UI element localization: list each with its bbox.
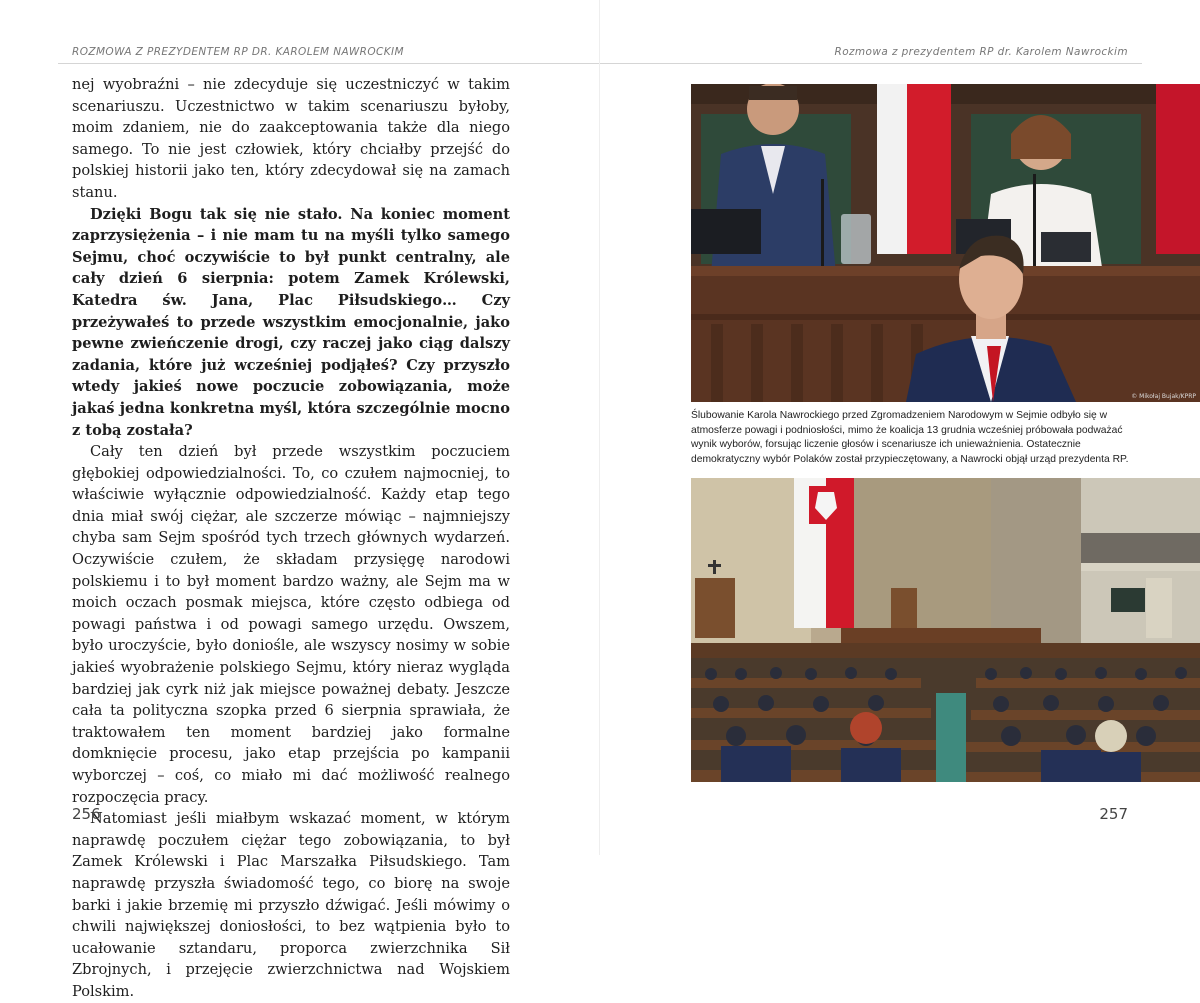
body-text	[72, 74, 510, 1003]
photo-credit: © Mikołaj Bujak/KPRP	[1131, 393, 1196, 400]
body-paragraph: Cały ten dzień był przede wszystkim poczuciem głębokiej odpowiedzialności. To, co czułem najmocniej, to właściwie wyłącznie odpowiedzialność. Każdy etap tego dnia miał swój ciężar, ale szczerze mówiąc – najmniejszy chyba sam Sejm spośród tych trzech głównych wydarzeń. Oczywiście czułem, że składam przysięgę narodowi polskiemu i to był moment bardzo ważny, ale Sejm ma w moich oczach posmak miejsca, które często odbiega od powagi państwa i od powagi samego urzędu. Owszem, było uroczyście, było doniośle, ale wszyscy nosimy w sobie jakieś wyobrażenie polskiego Sejmu, który nieraz wygląda bardziej jak cyrk niż jak miejsce poważnej debaty. Jeszcze cała ta polityczna szopka przed 6 sierpnia sprawiała, że traktowałem ten moment bardziej jako formalne domknięcie procesu, jako etap przejścia po kampanii wyborczej – coś, co miało mi dać możliwość realnego rozpoczęcia pracy.	[72, 443, 510, 806]
photo-sejm-speaker	[691, 84, 1200, 402]
left-page	[0, 0, 600, 1000]
header-rule-right	[600, 63, 1142, 64]
page-number-right: 257	[1099, 805, 1128, 823]
running-head-right: Rozmowa z prezydentem RP dr. Karolem Nawrockim	[834, 46, 1128, 58]
header-rule-left	[58, 63, 600, 64]
photo-sejm-chamber	[691, 478, 1200, 782]
body-paragraph: Natomiast jeśli miałbym wskazać moment, w którym naprawdę poczułem ciężar tego zobowiązania, to był Zamek Królewski i Plac Marszałka Piłsudskiego. Tam naprawdę przyszła świadomość tego, co biorę na swoje barki i jakie brzemię mi przyszło dźwigać. Jeśli mówimy o chwili największej doniosłości, to bez wątpienia było to ucałowanie sztandaru, proporca zwierzchnika Sił Zbrojnych, i przejęcie zwierzchnictwa nad Wojskiem Polskim.	[72, 810, 510, 1000]
page-number-left: 256	[72, 805, 101, 823]
interview-question: Dzięki Bogu tak się nie stało. Na koniec moment zaprzysiężenia – i nie mam tu na myśli tylko samego Sejmu, choć oczywiście to był punkt centralny, ale cały dzień 6 sierpnia: potem Zamek Królewski, Katedra św. Jana, Plac Piłsudskiego… Czy przeżywałeś to przede wszystkim emocjonalnie, jako pewne zwieńczenie drogi, czy raczej jako ciąg dalszy zadania, które już wcześniej podjąłeś? Czy przyszło wtedy jakieś nowe poczucie zobowiązania, może jakaś jedna konkretna myśl, która szczególnie mocno z tobą została?	[72, 205, 510, 439]
photo-caption	[691, 409, 1131, 467]
caption-text: Ślubowanie Karola Nawrockiego przed Zgromadzeniem Narodowym w Sejmie odbyło się w atmosferze powagi i podniosłości, mimo że koalicja 13 grudnia wcześniej próbowała podważać wynik wyborów, forsując liczenie głosów i scenariusze ich unieważnienia. Ostatecznie demokratyczny wybór Polaków został przypieczętowany, a Nawrocki objął urząd prezydenta RP.	[691, 410, 1129, 465]
running-head-left: ROZMOWA Z PREZYDENTEM RP DR. KAROLEM NAWROCKIM	[72, 46, 404, 58]
right-page	[600, 0, 1200, 855]
body-paragraph: nej wyobraźni – nie zdecyduje się uczestniczyć w takim scenariuszu. Uczestnictwo w takim scenariuszu byłoby, moim zdaniem, nie do zaakceptowania także dla niego samego. To nie jest człowiek, który chciałby przejść do polskiej historii jako ten, który zdecydował się na zamach stanu.	[72, 76, 510, 201]
